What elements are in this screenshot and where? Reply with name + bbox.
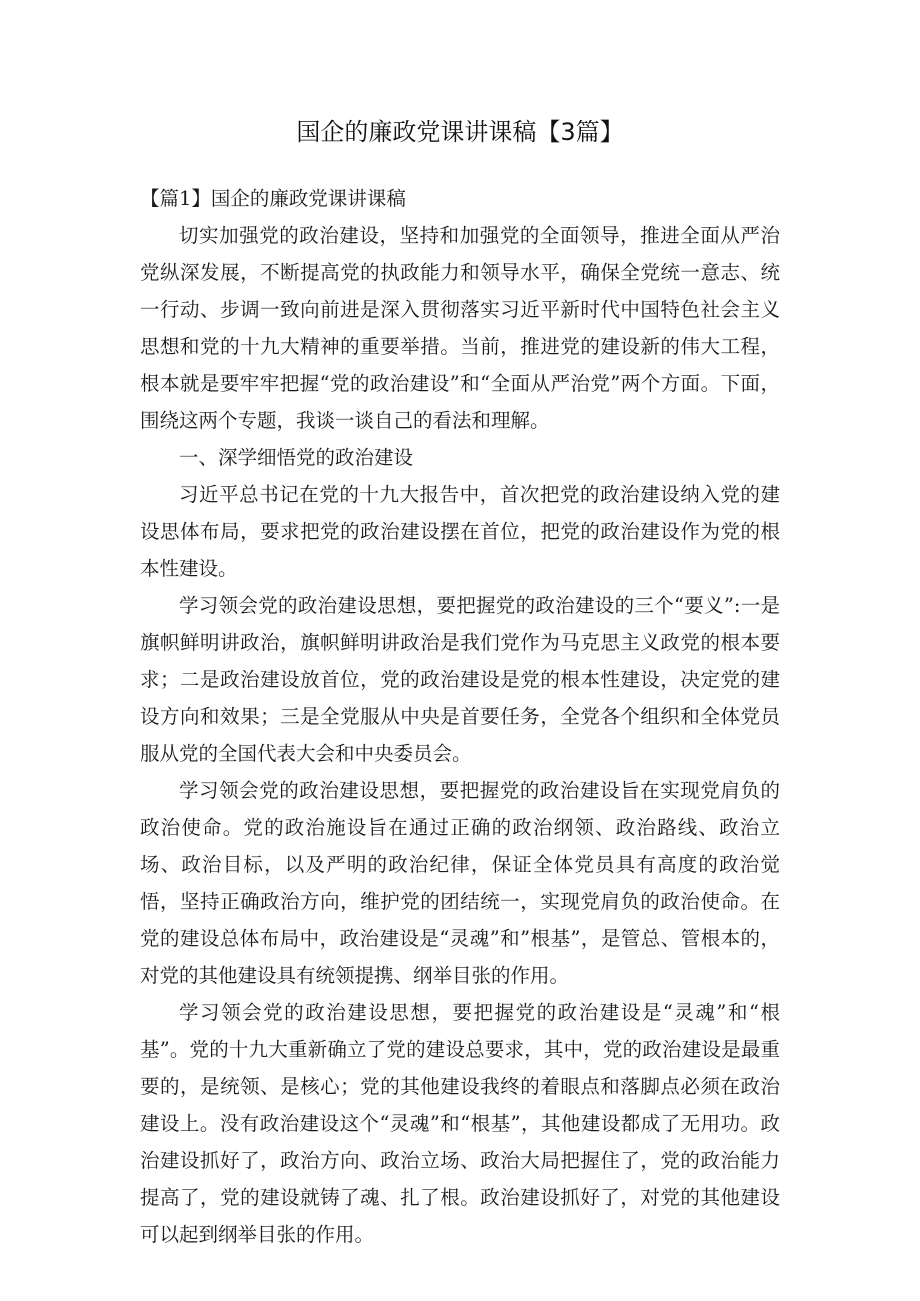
paragraph: 习近平总书记在党的十九大报告中，首次把党的政治建设纳入党的建设思体布局，要求把党的政治建设摆在首位，把党的政治建设作为党的根本性建设。 <box>140 483 780 580</box>
subheading-political-construction: 一、深学细悟党的政治建设 <box>179 446 414 469</box>
paragraph-intro: 切实加强党的政治建设，坚持和加强党的全面领导，推进全面从严治党纵深发展，不断提高党的执政能力和领导水平，确保全党统一意志、统一行动、步调一致向前进是深入贯彻落实习近平新时代中国特色社会主义思想和党的十九大精神的重要举措。当前，推进党的建设新的伟大工程，根本就是要牢牢把握“党的政治建设”和“全面从严治党”两个方面。下面，围绕这两个专题，我谈一谈自己的看法和理解。 <box>140 224 780 432</box>
section-heading: 【篇1】国企的廉政党课讲课稿 <box>140 187 406 210</box>
paragraph: 学习领会党的政治建设思想，要把握党的政治建设是“灵魂”和“根基”。党的十九大重新确立了党的建设总要求，其中，党的政治建设是最重要的，是统领、是核心；党的其他建设我终的着眼点和落脚点必须在政治建设上。没有政治建设这个“灵魂”和“根基”，其他建设都成了无用功。政治建设抓好了，政治方向、政治立场、政治大局把握住了，党的政治能力提高了，党的建设就铸了魂、扎了根。政治建设抓好了，对党的其他建设可以起到纲举目张的作用。 <box>140 1001 780 1246</box>
paragraph: 学习领会党的政治建设思想，要把握党的政治建设旨在实现党肩负的政治使命。党的政治施设旨在通过正确的政治纲领、政治路线、政治立场、政治目标，以及严明的政治纪律，保证全体党员具有高度的政治觉悟，坚持正确政治方向，维护党的团结统一，实现党肩负的政治使命。在党的建设总体布局中，政治建设是“灵魂”和”根基”，是管总、管根本的，对党的其他建设具有统领提携、纲举目张的作用。 <box>140 779 780 987</box>
document-title: 国企的廉政党课讲课稿【3篇】 <box>296 118 624 146</box>
document-body <box>140 180 780 1253</box>
paragraph: 学习领会党的政治建设思想，要把握党的政治建设的三个“要义”:一是旗帜鲜明讲政治，旗帜鲜明讲政治是我们党作为马克思主义政党的根本要求；二是政治建设放首位，党的政治建设是党的根本性建设，决定党的建设方向和效果；三是全党服从中央是首要任务，全党各个组织和全体党员服从党的全国代表大会和中央委员会。 <box>140 594 780 765</box>
